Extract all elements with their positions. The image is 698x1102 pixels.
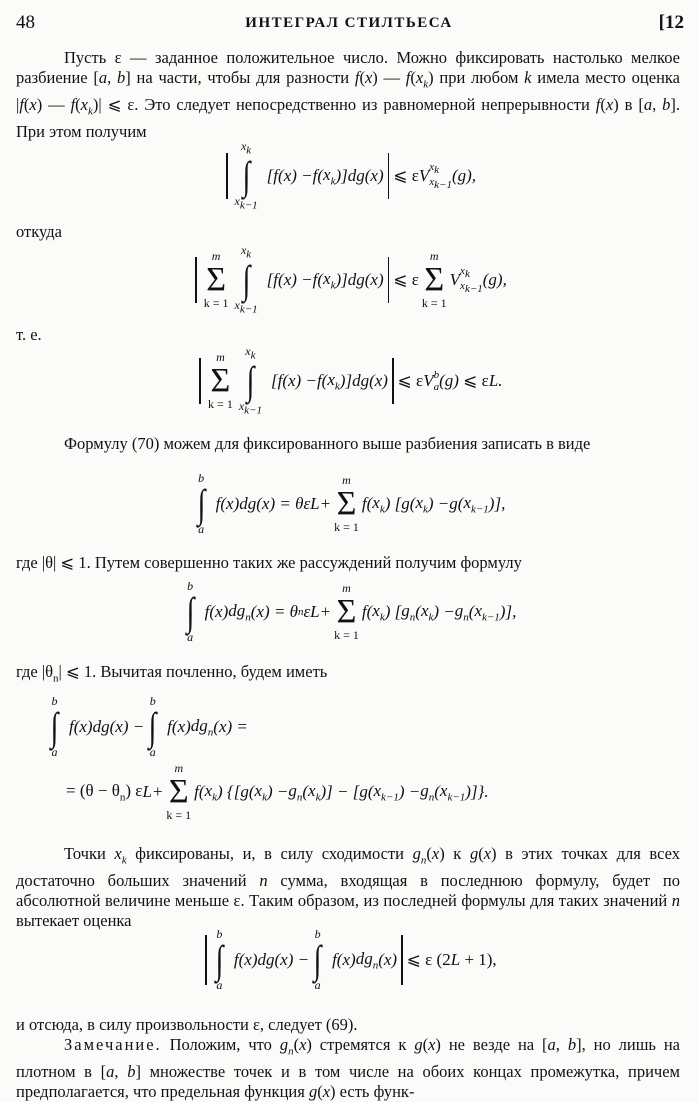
formula-6a: b ∫ a f ( x ) dg ( x ) − b ∫ a f ( x ) $dg_n$ ( x ) = — [50, 694, 248, 759]
paragraph-5: Точки $x_k$ фиксированы, и, в силу сходимости $g_n(x)$ к g(x) в этих точках для всех достаточно больших значений n сумма, входящая в последнюю формулу, будет по абсолютной величине меньше ε. Таким образом, из последней формулы для таких значений n вытекает оценка — [16, 844, 681, 930]
formula-7: b ∫ a f ( x ) dg ( x ) − b ∫ a f ( x ) $dg_n$ ( x ) ⩽ ε (2 L + 1), — [0, 928, 698, 992]
word-te: т. е. — [16, 325, 42, 344]
paragraph-2: Формулу (70) можем для фиксированного выше разбиения записать в виде — [64, 434, 591, 453]
page-number: 48 — [16, 12, 35, 33]
formula-1: $x_k$ ∫ $x_{k-1}$ [ f ( x ) − f ( $x_k$ )] dg ( x ) ⩽ ε V $x_k$ $x_{k-1}$ ( g ), — [0, 140, 698, 213]
word-otkuda: откуда — [16, 222, 62, 241]
paragraph-1: Пусть ε — заданное положительное число. Можно фиксировать настолько мелкое разбиение [a, b] на части, чтобы для разности f(x) — $f(x_k)$ при любом k имела место оценка |f(x) — $f(x_k)|$ ⩽ ε. Это следует непосредственно из равномерной непрерывности f(x) в [a, b]. При этом получим — [16, 48, 681, 141]
formula-6b: = $(\theta - \theta_n)$ ε L + m Σ k = 1 f ( $x_k$ ) {[ g ( $x_k$ ) − $g_n$ ( $x_k$ )] − [ g ( $x_{k-1}$ ) − $g_n$ ( $x_{k-1}$ )]}. — [66, 761, 489, 822]
formula-4: b ∫ a f ( x ) dg ( x ) = θε L + m Σ k = 1 f ( $x_k$ ) [ g ( $x_k$ ) − g ( $x_{k-1}$ )], — [197, 471, 506, 536]
formula-3: m Σ k = 1 $x_k$ ∫ $x_{k-1}$ [ f ( x ) − f ( $x_k$ )] dg ( x ) ⩽ ε V b a ( g ) ⩽ ε L . — [0, 345, 698, 418]
paragraph-4: где $|\theta_n|$ ⩽ 1. Вычитая почленно, будем иметь — [16, 662, 328, 685]
paragraph-6: и отсюда, в силу произвольности ε, следует (69). — [16, 1015, 358, 1034]
paragraph-3: где |θ| ⩽ 1. Путем совершенно таких же рассуждений получим формулу — [16, 553, 522, 572]
section-number: [12 — [658, 12, 684, 33]
formula-2: m Σ k = 1 $x_k$ ∫ $x_{k-1}$ [ f ( x ) − f ( $x_k$ )] dg ( x ) ⩽ ε m Σ k = 1 V $x_k$ $x_{k-1}$ ( g ), — [0, 244, 698, 317]
running-title: ИНТЕГРАЛ СТИЛТЬЕСА — [245, 15, 453, 31]
paragraph-7: Замечание. Положим, что $g_n(x)$ стремятся к g(x) не везде на [a, b], но лишь на плотном в [a, b] множестве точек и в том числе на обоих концах промежутка, причем предполагается, что предельная функция g(x) есть функ- — [16, 1035, 680, 1101]
formula-5: b ∫ a f ( x ) $dg_n$ ( x ) = θ n ε L + m Σ k = 1 f ( $x_k$ ) [ $g_n$ ( $x_k$ ) − $g_n$ ( $x_{k-1}$ )], — [186, 579, 517, 644]
